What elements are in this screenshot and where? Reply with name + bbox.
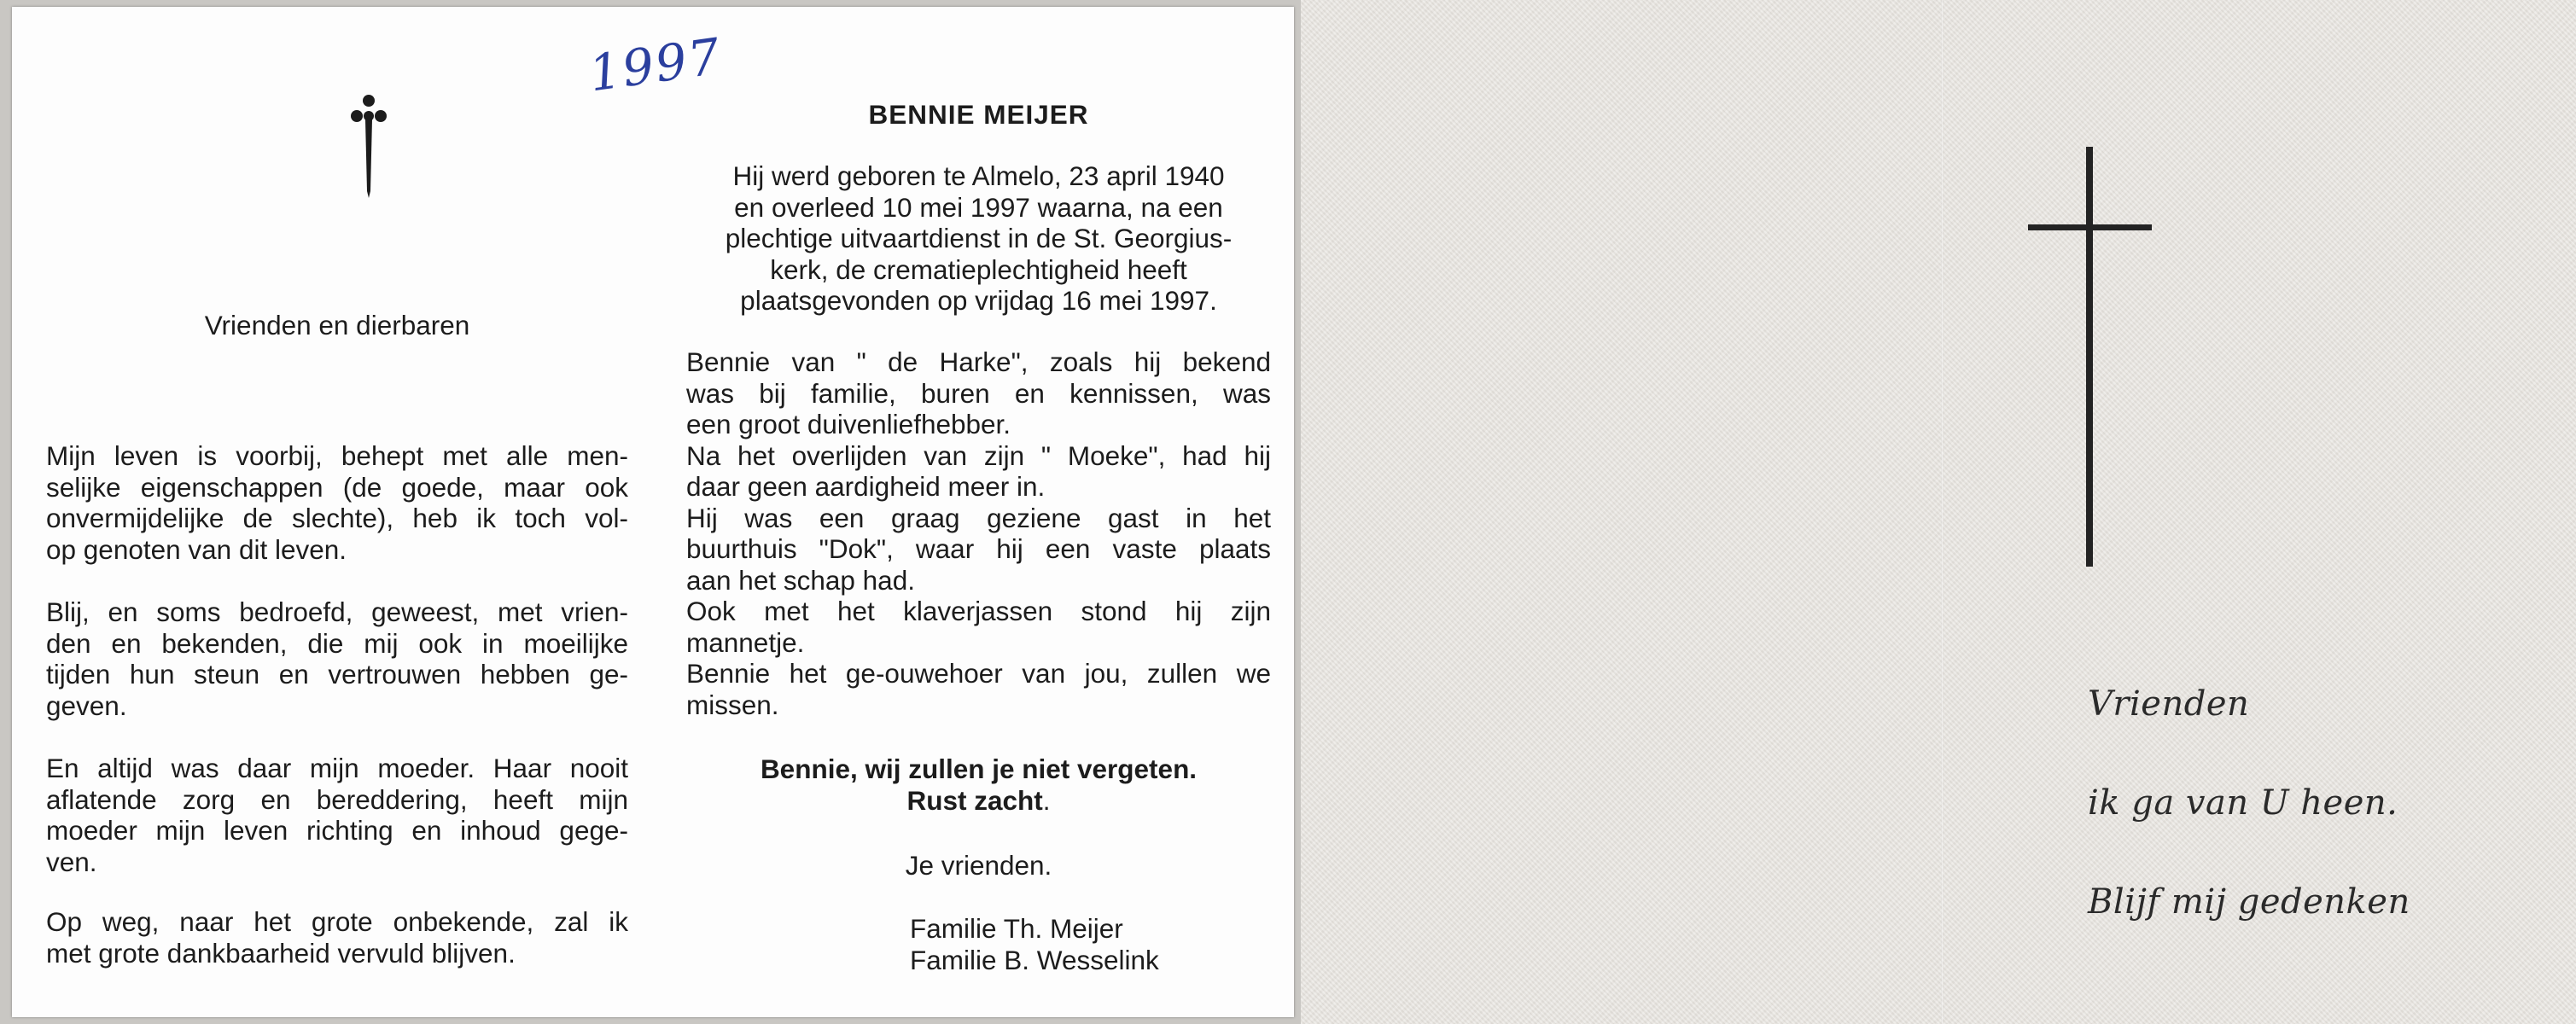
story-line: aan het schap had. <box>686 564 915 596</box>
story-line: een groot duivenliefhebber. <box>686 409 1011 439</box>
poem-paragraph-4 <box>46 906 628 969</box>
poem-line: Op weg, naar het grote onbekende, zal ik <box>46 906 628 937</box>
verse-line-1: Vrienden <box>2088 684 2250 724</box>
story-line: Hij was een graag geziene gast in het <box>686 502 1271 533</box>
story-line: daar geen aardigheid meer in. <box>686 471 1046 502</box>
poem-line: moeder mijn leven richting en inhoud gege- <box>46 815 628 846</box>
story-line: Bennie van " de Harke", zoals hij bekend <box>686 346 1271 377</box>
story-line: Ook met het klaverjassen stond hij zijn <box>686 596 1271 626</box>
story-line: missen. <box>686 689 779 720</box>
poem-line: selijke eigenschappen (de goede, maar ook <box>46 471 628 503</box>
closing-words <box>686 753 1271 816</box>
poem-line: En altijd was daar mijn moeder. Haar nooit <box>46 753 628 783</box>
bio-line: en overleed 10 mei 1997 waarna, na een <box>734 191 1223 223</box>
closing-period: . <box>1042 784 1051 816</box>
ornate-cross-icon <box>343 90 394 200</box>
poem-line: onvermijdelijke de slechte), heb ik toch vol- <box>46 503 628 533</box>
poem-line: met grote dankbaarheid vervuld blijven. <box>46 937 516 969</box>
fold-line <box>1941 0 1944 1024</box>
poem-paragraph-1 <box>46 440 628 565</box>
cross-icon <box>2028 147 2152 567</box>
poem-line: aflatende zorg en bereddering, heeft mijn <box>46 783 628 815</box>
card-inner-spread <box>12 7 1294 1017</box>
story-line: mannetje. <box>686 626 805 658</box>
story-line: Na het overlijden van zijn " Moeke", had hij <box>686 439 1271 471</box>
poem-line: Mijn leven is voorbij, behept met alle men- <box>46 440 628 471</box>
poem-line: geven. <box>46 689 127 721</box>
poem-paragraph-2 <box>46 596 628 721</box>
poem-heading: Vrienden en dierbaren <box>204 310 470 340</box>
poem-line: den en bekenden, die mij ook in moeilijke <box>46 627 628 659</box>
deceased-name: BENNIE MEIJER <box>868 99 1089 130</box>
rust-zacht-text: Rust zacht <box>906 784 1043 816</box>
bio-line: plechtige uitvaartdienst in de St. Georgius- <box>725 223 1233 253</box>
story-line: was bij familie, buren en kennissen, was <box>686 377 1271 409</box>
story-line: buurthuis "Dok", waar hij een vaste plaats <box>686 533 1271 564</box>
verse-line-3: Blijf mij gedenken <box>2088 882 2410 922</box>
biography <box>686 160 1271 317</box>
bio-line: Hij werd geboren te Almelo, 23 april 1940 <box>732 160 1225 191</box>
poem-line: ven. <box>46 846 97 877</box>
handwritten-year: 1997 <box>586 26 726 103</box>
life-story <box>686 346 1271 720</box>
poem-line: op genoten van dit leven. <box>46 533 347 565</box>
poem-line: Blij, en soms bedroefd, geweest, met vrien- <box>46 596 628 627</box>
friends-signature: Je vrienden. <box>905 850 1052 881</box>
poem-paragraph-3 <box>46 753 628 877</box>
family-line-2: Familie B. Wesselink <box>910 944 1159 975</box>
story-line: Bennie het ge-ouwehoer van jou, zullen we <box>686 658 1271 689</box>
verse-line-2: ik ga van U heen. <box>2088 783 2398 823</box>
bio-line: kerk, de crematieplechtigheid heeft <box>770 253 1187 285</box>
bio-line: plaatsgevonden op vrijdag 16 mei 1997. <box>740 285 1217 316</box>
closing-line-2 <box>686 785 1271 817</box>
poem-line: tijden hun steun en vertrouwen hebben ge- <box>46 659 628 689</box>
family-signatures <box>910 913 1159 975</box>
closing-line-1: Bennie, wij zullen je niet vergeten. <box>760 753 1198 784</box>
family-line-1: Familie Th. Meijer <box>910 913 1123 944</box>
card-outer-side <box>1301 0 2576 1024</box>
